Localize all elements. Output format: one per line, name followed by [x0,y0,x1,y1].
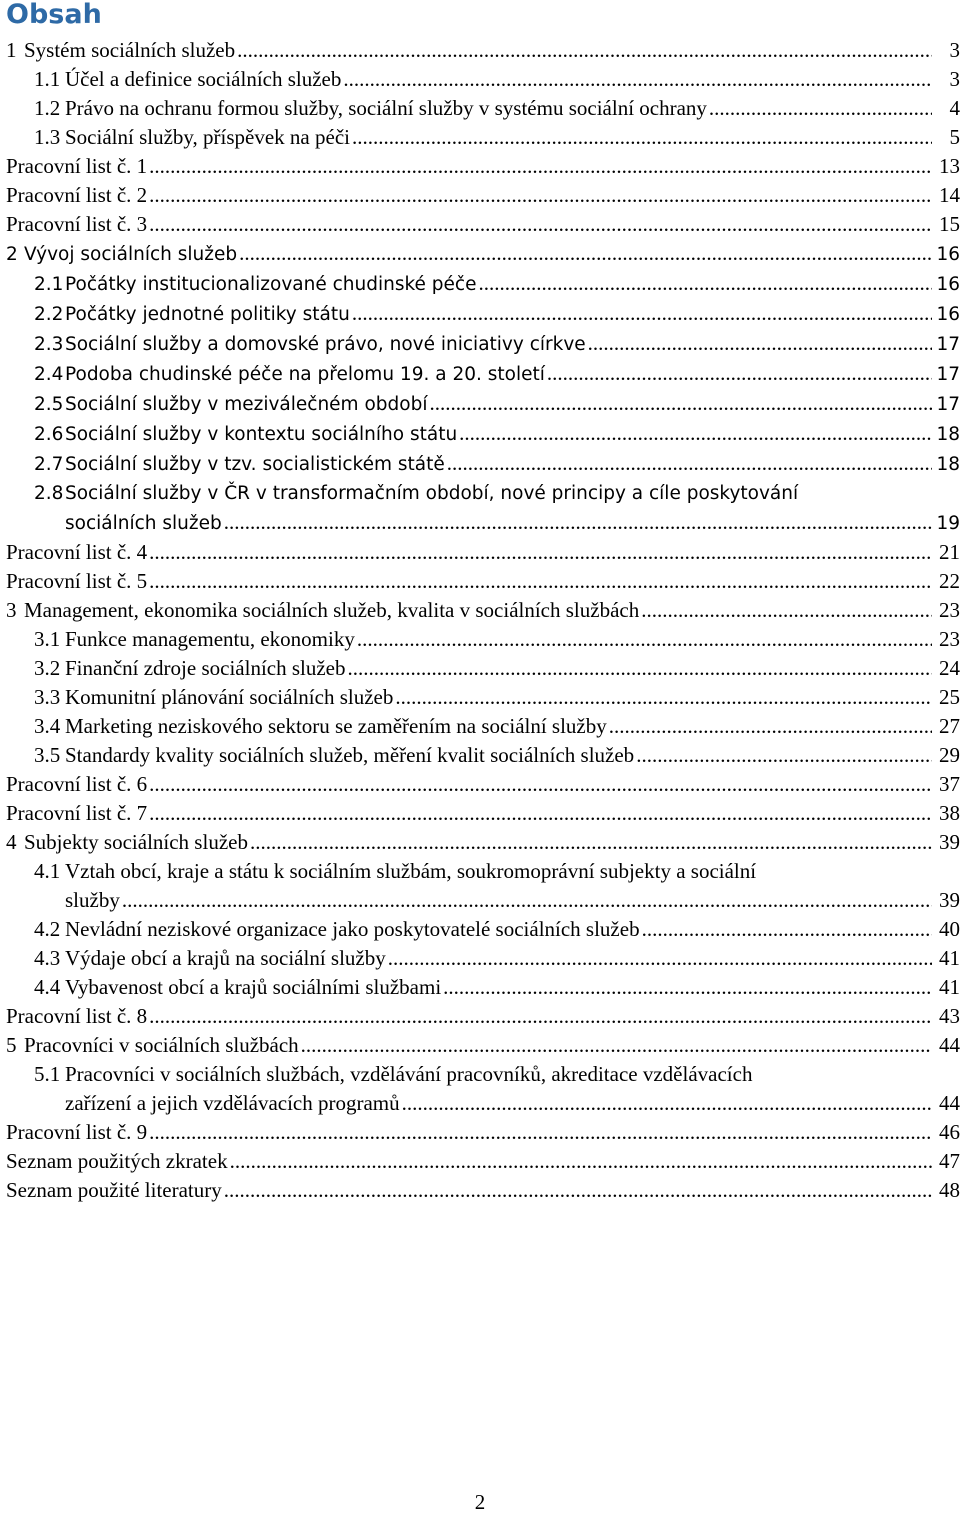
toc-entry-page: 38 [939,801,960,825]
toc-entry-number: 1.2 [34,96,61,120]
toc-entry-page: 37 [939,772,960,796]
toc-entry-title: Pracovní list č. 9 [6,1120,148,1144]
toc-entry-page: 39 [939,888,960,912]
toc-entry-number: 3 [6,598,17,622]
toc-entry-page: 16 [936,304,960,325]
toc-entry[interactable] [6,1176,960,1205]
toc-entry-title: Vztah obcí, kraje a státu k sociálním službám, soukromoprávní subjekty a sociální [65,859,757,883]
toc-leader-dots [149,152,932,181]
toc-leader-dots [230,1147,932,1176]
toc-leader-dots [122,886,932,915]
toc-entry-title-continued: služby [65,888,120,912]
toc-entry[interactable] [6,181,960,210]
toc-entry-number: 2.3 [34,334,64,355]
toc-entry-title: Pracovní list č. 6 [6,772,148,796]
toc-entry[interactable] [6,857,960,915]
toc-entry-page: 23 [939,598,960,622]
toc-entry-number: 3.4 [34,714,61,738]
toc-entry-page: 23 [939,627,960,651]
toc-entry-number: 3.1 [34,627,61,651]
toc-entry[interactable] [6,944,960,973]
toc-entry-title-continued: zařízení a jejich vzdělávacích programů [65,1091,400,1115]
toc-entry-page: 43 [939,1004,960,1028]
toc-entry-number: 2.6 [34,424,64,445]
toc-entry[interactable] [6,329,960,359]
toc-leader-dots [459,419,932,448]
toc-entry-title: Účel a definice sociálních služeb [65,67,342,91]
toc-entry-title: Počátky institucionalizované chudinské péče [65,274,477,295]
toc-entry[interactable] [6,973,960,1002]
toc-entry-number: 4.1 [34,859,61,883]
toc-entry-page: 39 [939,830,960,854]
toc-entry-title: Pracovní list č. 4 [6,540,148,564]
toc-leader-dots [149,181,932,210]
toc-entry-page: 14 [939,183,960,207]
toc-entry[interactable] [6,712,960,741]
toc-entry-page: 44 [939,1091,960,1115]
toc-entry[interactable] [6,269,960,299]
toc-entry-title: Komunitní plánování sociálních služeb [65,685,394,709]
toc-entry-page: 13 [939,154,960,178]
toc-entry[interactable] [6,94,960,123]
toc-entry-title: Výdaje obcí a krajů na sociální služby [65,946,386,970]
toc-entry[interactable] [6,828,960,857]
toc-entry-number: 4.3 [34,946,61,970]
table-of-contents [6,36,960,1205]
toc-entry[interactable] [6,1060,960,1118]
toc-entry-title: Funkce managementu, ekonomiky [65,627,355,651]
toc-entry[interactable] [6,389,960,419]
toc-entry[interactable] [6,596,960,625]
toc-entry-title: Vybavenost obcí a krajů sociálními službami [65,975,442,999]
toc-entry[interactable] [6,152,960,181]
toc-entry-title: Sociální služby v kontextu sociálního státu [65,424,458,445]
toc-entry-page: 46 [939,1120,960,1144]
toc-entry-title: Finanční zdroje sociálních služeb [65,656,346,680]
toc-entry-title: Právo na ochranu formou služby, sociální služby v systému sociální ochrany [65,96,707,120]
toc-entry-number: 2.1 [34,274,64,295]
toc-entry[interactable] [6,36,960,65]
toc-leader-dots [352,299,932,328]
toc-entry-title: Podoba chudinské péče na přelomu 19. a 20. století [65,364,545,385]
toc-entry-title: Počátky jednotné politiky státu [65,304,350,325]
toc-entry-number: 2.5 [34,394,64,415]
toc-entry-number: 5 [6,1033,17,1057]
toc-entry[interactable] [6,1147,960,1176]
toc-entry-page: 17 [936,364,960,385]
toc-entry-number: 1.1 [34,67,61,91]
toc-entry-number: 3.5 [34,743,61,767]
toc-entry-page: 48 [939,1178,960,1202]
toc-leader-dots [352,123,932,152]
toc-entry-number: 2.8 [34,483,64,504]
toc-entry[interactable] [6,239,960,269]
toc-leader-dots [547,359,932,388]
toc-leader-dots [709,94,932,123]
toc-entry-title: Management, ekonomika sociálních služeb, kvalita v sociálních službách [24,598,640,622]
toc-entry-title: Standardy kvality sociálních služeb, měření kvalit sociálních služeb [65,743,635,767]
toc-leader-dots [641,596,932,625]
toc-leader-dots [447,449,932,478]
toc-entry-number: 1 [6,38,17,62]
toc-leader-dots [478,269,932,298]
toc-entry-number: 4.4 [34,975,61,999]
toc-entry-page: 17 [936,394,960,415]
toc-leader-dots [149,567,932,596]
toc-entry-title: Systém sociálních služeb [24,38,236,62]
toc-entry-title: Vývoj sociálních služeb [24,244,238,265]
toc-leader-dots [395,683,932,712]
toc-entry-page: 5 [949,125,960,149]
toc-leader-dots [149,770,932,799]
toc-entry[interactable] [6,123,960,152]
toc-entry-number: 2.4 [34,364,64,385]
toc-entry-title: Pracovní list č. 2 [6,183,148,207]
toc-entry[interactable] [6,65,960,94]
toc-entry-page: 18 [936,424,960,445]
toc-entry-page: 41 [939,946,960,970]
toc-entry-number: 3.2 [34,656,61,680]
toc-entry-number: 2.7 [34,454,64,475]
toc-leader-dots [429,389,932,418]
toc-entry-page: 44 [939,1033,960,1057]
toc-entry[interactable] [6,449,960,479]
toc-entry-number: 1.3 [34,125,61,149]
toc-entry-page: 17 [936,334,960,355]
toc-entry[interactable] [6,1031,960,1060]
toc-leader-dots [149,1002,932,1031]
toc-entry-page: 22 [939,569,960,593]
toc-entry[interactable] [6,654,960,683]
toc-entry-title: Sociální služby, příspěvek na péči [65,125,350,149]
toc-entry-page: 25 [939,685,960,709]
toc-entry[interactable] [6,1002,960,1031]
toc-entry-page: 18 [936,454,960,475]
toc-entry-title: Sociální služby a domovské právo, nové iniciativy církve [65,334,586,355]
toc-entry-title: Pracovní list č. 3 [6,212,148,236]
toc-entry-page: 40 [939,917,960,941]
toc-leader-dots [250,828,932,857]
toc-entry-page: 41 [939,975,960,999]
toc-entry-page: 4 [949,96,960,120]
toc-entry-title: Pracovní list č. 1 [6,154,148,178]
toc-entry-title: Pracovní list č. 8 [6,1004,148,1028]
toc-entry-page: 27 [939,714,960,738]
toc-leader-dots [343,65,932,94]
toc-leader-dots [402,1089,932,1118]
toc-entry-title: Sociální služby v meziválečném období [65,394,428,415]
toc-leader-dots [348,654,933,683]
toc-entry[interactable] [6,479,960,538]
toc-entry-title-continued: sociálních služeb [65,513,222,534]
toc-entry[interactable] [6,538,960,567]
toc-entry-title: Pracovníci v sociálních službách [24,1033,299,1057]
toc-entry[interactable] [6,741,960,770]
toc-entry-number: 2 [6,244,18,265]
toc-leader-dots [609,712,932,741]
toc-entry-page: 29 [939,743,960,767]
toc-entry[interactable] [6,770,960,799]
toc-leader-dots [301,1031,932,1060]
toc-entry-page: 24 [939,656,960,680]
toc-entry[interactable] [6,625,960,654]
toc-entry[interactable] [6,567,960,596]
toc-leader-dots [237,36,932,65]
toc-entry-title: Pracovní list č. 5 [6,569,148,593]
toc-entry[interactable] [6,210,960,239]
toc-entry-page: 3 [949,67,960,91]
page-number: 2 [474,1490,486,1514]
toc-leader-dots [642,915,932,944]
toc-leader-dots [224,508,932,537]
toc-entry-title: Marketing neziskového sektoru se zaměřením na sociální služby [65,714,607,738]
toc-entry-number: 4.2 [34,917,61,941]
toc-entry[interactable] [6,419,960,449]
toc-leader-dots [388,944,932,973]
toc-entry-page: 21 [939,540,960,564]
toc-leader-dots [149,1118,932,1147]
toc-entry-number: 4 [6,830,17,854]
toc-leader-dots [239,239,932,268]
toc-entry-page: 16 [936,274,960,295]
toc-entry-title: Pracovníci v sociálních službách, vzdělávání pracovníků, akreditace vzdělávacích [65,1062,753,1086]
toc-leader-dots [588,329,932,358]
toc-entry[interactable] [6,359,960,389]
toc-entry-title: Sociální služby v ČR v transformačním období, nové principy a cíle poskytování [65,483,799,504]
toc-leader-dots [636,741,932,770]
toc-leader-dots [357,625,932,654]
toc-leader-dots [149,799,932,828]
toc-leader-dots [149,210,932,239]
toc-entry-page: 16 [936,244,960,265]
toc-entry-number: 2.2 [34,304,64,325]
toc-entry[interactable] [6,799,960,828]
toc-entry-title: Subjekty sociálních služeb [24,830,248,854]
toc-entry[interactable] [6,915,960,944]
toc-leader-dots [149,538,932,567]
toc-entry[interactable] [6,299,960,329]
toc-entry-page: 19 [936,513,960,534]
toc-entry[interactable] [6,1118,960,1147]
toc-entry-number: 3.3 [34,685,61,709]
toc-entry[interactable] [6,683,960,712]
toc-entry-title: Seznam použité literatury [6,1178,222,1202]
toc-entry-title: Seznam použitých zkratek [6,1149,228,1173]
page-title: Obsah [6,0,102,30]
toc-entry-number: 5.1 [34,1062,61,1086]
toc-entry-page: 47 [939,1149,960,1173]
toc-entry-title: Nevládní neziskové organizace jako poskytovatelé sociálních služeb [65,917,640,941]
toc-leader-dots [224,1176,932,1205]
toc-leader-dots [443,973,932,1002]
toc-entry-page: 15 [939,212,960,236]
toc-entry-title: Pracovní list č. 7 [6,801,148,825]
toc-entry-page: 3 [949,38,960,62]
toc-entry-title: Sociální služby v tzv. socialistickém státě [65,454,445,475]
